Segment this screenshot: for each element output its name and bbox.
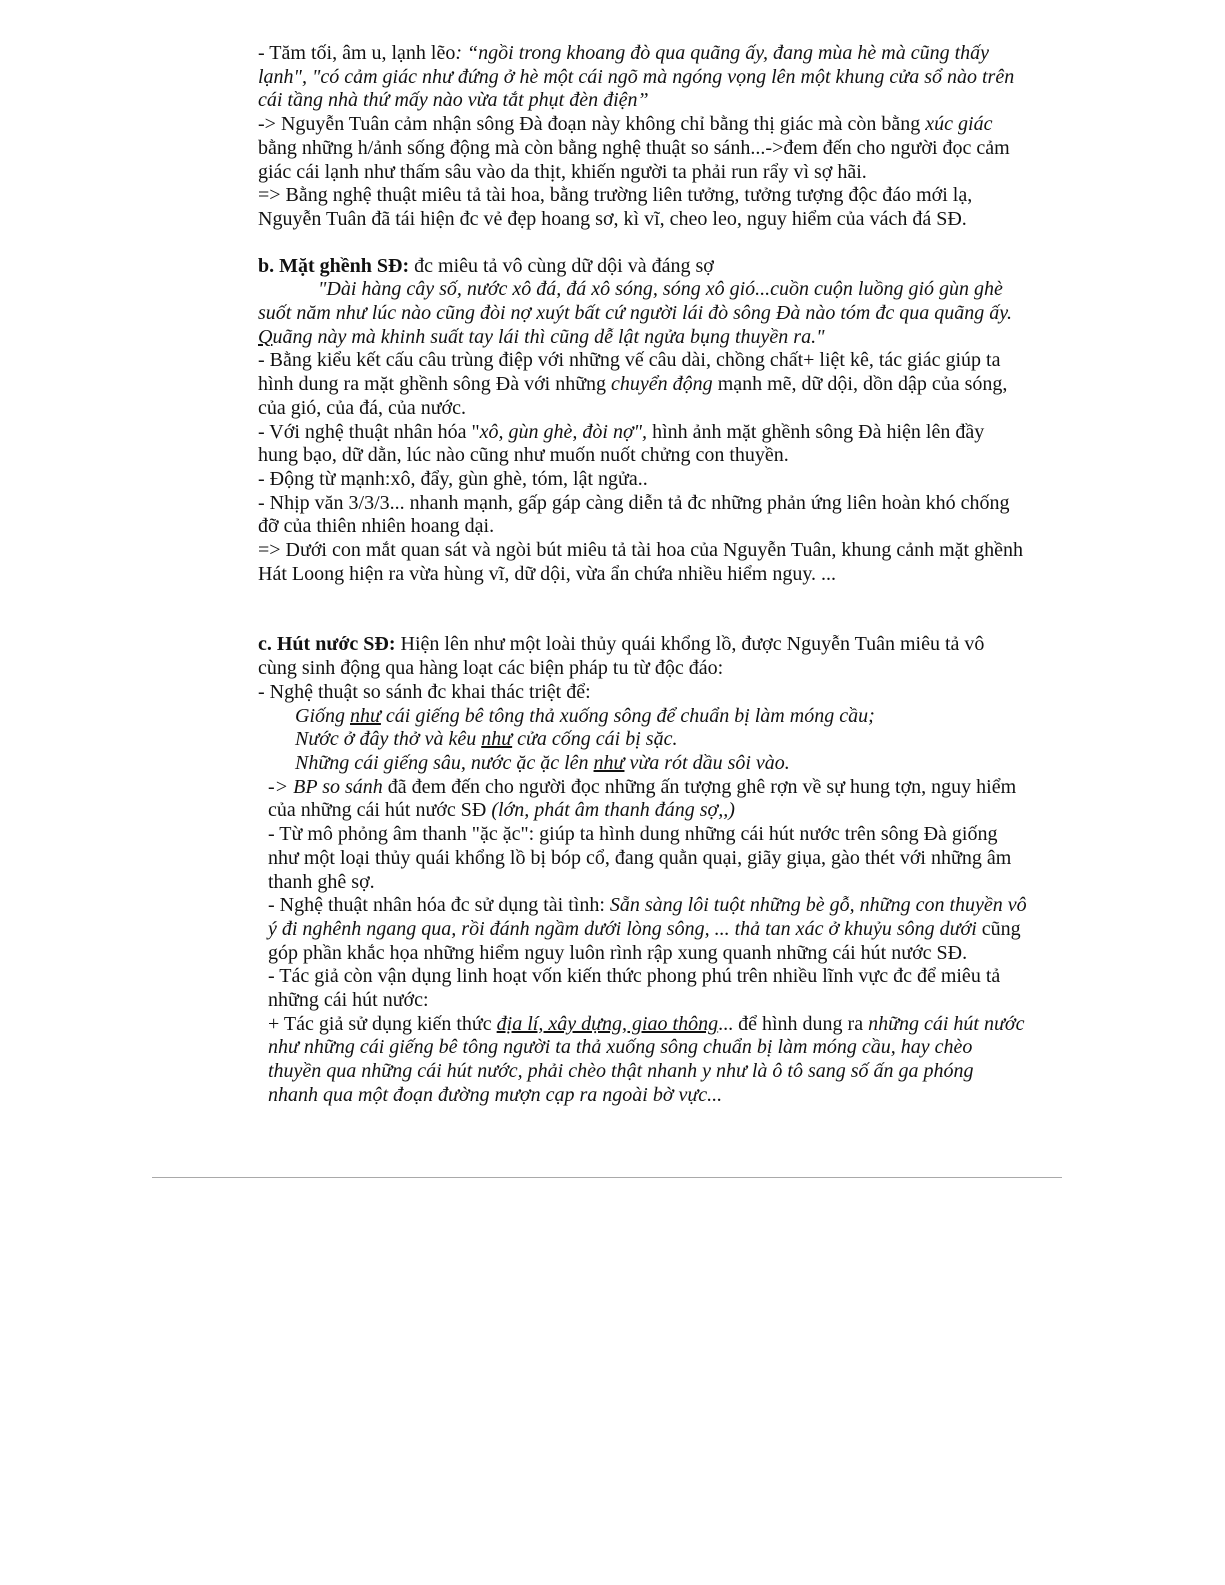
paragraph-b1 <box>258 349 1028 420</box>
text: Giống <box>295 704 350 727</box>
text: + Tác giả sử dụng kiến thức <box>268 1012 497 1035</box>
paragraph-tactile <box>258 113 1028 184</box>
text: đc miêu tả vô cùng dữ dội và đáng sợ <box>409 254 714 277</box>
text: ... để hình dung ra <box>718 1012 869 1035</box>
text: Những cái giếng sâu, nước ặc ặc lên <box>295 751 594 774</box>
quote-text: "Dài hàng cây số, nước xô đá, đá xô sóng, sóng xô gió...cuồn cuộn luồng gió gùn ghè suốt năm như lúc nào cũng đòi nợ xuýt bất cứ người lái đò sông Đà nào tóm đc qua quãng ấy. <box>258 278 1013 325</box>
text: hình ảnh mặt ghềnh sông Đà hiện lên đầy hung bạo, dữ dằn, lúc nào cũng như muốn nuốt chửng con thuyền. <box>258 420 985 467</box>
paragraph-b4: - Nhịp văn 3/3/3... nhanh mạnh, gấp gáp càng diễn tả đc những phản ứng liên hoàn khó chống đỡ của thiên nhiên hoang dại. <box>258 491 1010 538</box>
text: cũng góp phần khắc họa những hiểm nguy luôn rình rập xung quanh những cái hút nước SĐ. <box>268 917 1021 964</box>
emphasis: xúc giác <box>925 113 993 136</box>
paragraph-b5: => Dưới con mắt quan sát và ngòi bút miêu tả tài hoa của Nguyễn Tuân, khung cảnh mặt ghềnh Hát Loong hiện ra vừa hùng vĩ, dữ dội, vừa ẩn chứa nhiều hiểm nguy. ... <box>258 539 1023 585</box>
paragraph-b2 <box>258 421 1028 468</box>
text: cái giếng bê tông thả xuống sông để chuẩn bị làm móng cầu; <box>380 704 875 727</box>
paragraph-b3: - Động từ mạnh:xô, đẩy, gùn ghè, tóm, lật ngửa.. <box>258 467 648 490</box>
text: Hiện lên như một loài thủy quái khổng lồ, được Nguyễn Tuân miêu tả vô cùng sinh động qua hàng loạt các biện pháp tu từ độc đáo: <box>258 633 985 680</box>
footer-divider <box>152 1177 1062 1178</box>
paragraph-c4 <box>258 894 1028 965</box>
text: - Tăm tối, âm u, lạnh lẽo <box>258 42 456 64</box>
heading-label: b. Mặt ghềnh SĐ: <box>258 254 410 277</box>
text: Nước ở đây thở và kêu <box>295 728 482 751</box>
paragraph-conclusion-a: => Bằng nghệ thuật miêu tả tài hoa, bằng trường liên tưởng, tưởng tượng độc đáo mới lạ, Nguyễn Tuân đã tái hiện đc vẻ đẹp hoang sơ, kì vĩ, cheo leo, nguy hiểm của vách đá SĐ. <box>258 184 973 230</box>
paragraph-c2 <box>258 776 1028 823</box>
quote: Sẵn sàng lôi tuột những bè gỗ, những con thuyền vô ý đi nghênh ngang qua, rồi đánh ngầm dưới lòng sông, ... thả tan xác ở khuỷu sông dưới <box>268 894 1027 940</box>
underlined: như <box>481 728 513 751</box>
text: vừa rót dầu sôi vào. <box>624 751 790 774</box>
paragraph-c1: - Nghệ thuật so sánh đc khai thác triệt để: <box>258 680 591 703</box>
underlined: như <box>593 751 625 774</box>
text: -> Nguyễn Tuân cảm nhận sông Đà đoạn này không chỉ bằng thị giác mà còn bằng <box>258 113 926 136</box>
emphasis: những cái hút nước như những cái giếng bê tông người ta thả xuống sông chuẩn bị làm móng cầu, hay chèo thuyền qua những cái hút nước, phải chèo thật nhanh y như là ô tô sang số ấn ga phóng nhanh qua một đoạn đường mượn cạp ra ngoài bờ vực... <box>268 1012 1025 1106</box>
emphasis: xô, gùn ghè, đòi nợ", <box>479 420 648 443</box>
quote-b <box>258 278 1028 349</box>
quote-text: uãng này mà khinh suất tay lái thì cũng dễ lật ngửa bụng thuyền ra." <box>272 325 825 348</box>
heading-c <box>258 633 1028 680</box>
emphasis: -> BP so sánh <box>268 775 383 798</box>
text: - Với nghệ thuật nhân hóa " <box>258 420 480 443</box>
paragraph-c6 <box>258 1013 1028 1108</box>
heading-label: c. Hút nước SĐ: <box>258 633 396 656</box>
text: đã đem đến cho người đọc những ấn tượng ghê rợn về sự hung tợn, nguy hiểm của những cái hút nước SĐ <box>268 775 1017 822</box>
paragraph-dark-cold <box>258 42 1028 113</box>
text: mạnh mẽ, dữ dội, dồn dập của sóng, của gió, của đá, của nước. <box>258 373 1008 419</box>
text: cửa cống cái bị sặc. <box>512 728 678 751</box>
paragraph-c5: - Tác giả còn vận dụng linh hoạt vốn kiến thức phong phú trên nhiều lĩnh vực đc để miêu tả những cái hút nước: <box>268 965 1001 1012</box>
paragraph-c3: - Từ mô phỏng âm thanh "ặc ặc": giúp ta hình dung những cái hút nước trên sông Đà giống như một loại thủy quái khổng lồ bị bóp cổ, đang quằn quại, giãy giụa, gào thét với những âm thanh ghê sợ. <box>268 823 1012 893</box>
example-1 <box>258 705 1028 729</box>
document-page <box>258 42 1028 1108</box>
emphasis: (lớn, phát âm thanh đáng sợ,,) <box>491 799 735 822</box>
example-2 <box>258 728 1028 752</box>
heading-b <box>258 255 1028 279</box>
underlined: địa lí, xây dựng, giao thông <box>496 1012 719 1035</box>
emphasis: chuyển động <box>611 373 713 396</box>
quote: : “ngồi trong khoang đò qua quãng ấy, đang mùa hè mà cũng thấy lạnh", "có cảm giác như đứng ở hè một cái ngõ mà ngóng vọng lên một khung cửa sổ nào trên cái tầng nhà thứ mấy nào vừa tắt phụt đèn điện” <box>258 42 1015 112</box>
quote-underlined: Q <box>258 325 273 348</box>
text: - Bằng kiểu kết cấu câu trùng điệp với những vế câu dài, chồng chất+ liệt kê, tác giác giúp ta hình dung ra mặt ghềnh sông Đà với những <box>258 349 1001 396</box>
text: - Nghệ thuật nhân hóa đc sử dụng tài tình: <box>268 894 610 917</box>
text: bằng những h/ảnh sống động mà còn bằng nghệ thuật so sánh...->đem đến cho người đọc cảm giác cái lạnh như thấm sâu vào da thịt, khiến người ta phải run rẩy vì sợ hãi. <box>258 136 1010 183</box>
example-3 <box>258 752 1028 776</box>
underlined: như <box>350 704 381 727</box>
